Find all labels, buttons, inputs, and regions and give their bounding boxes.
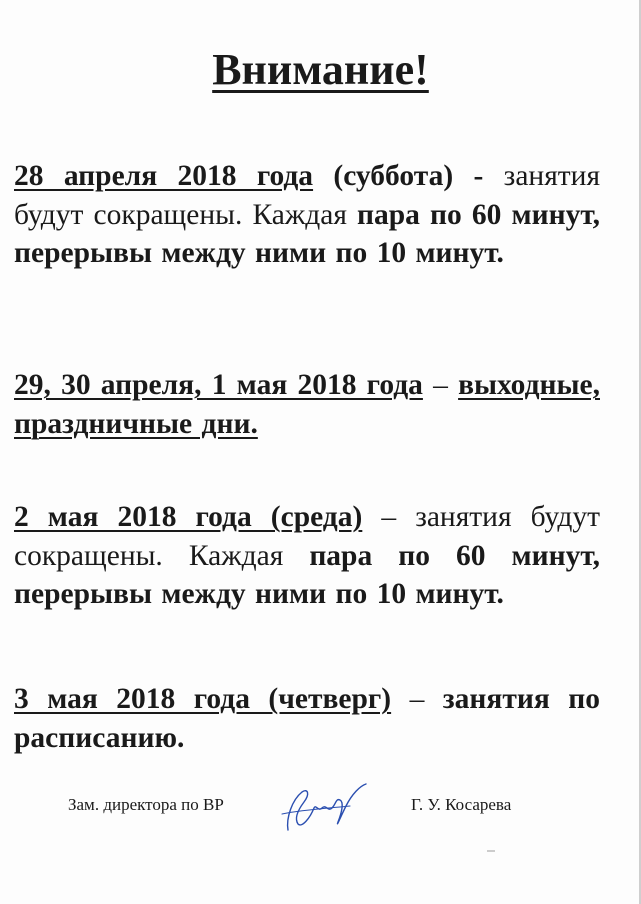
- notice-holidays: [14, 366, 600, 443]
- notice2-date: 29, 30 апреля, 1 мая 2018 года: [14, 369, 423, 401]
- notice4-text: занятия по расписанию.: [14, 683, 601, 754]
- notice4-dash: –: [409, 683, 425, 715]
- notice-may-2: [14, 498, 600, 614]
- notice2-dash: –: [433, 369, 448, 401]
- notice3-text: занятия будут сокращены. Каждая: [14, 501, 601, 572]
- notice-april-28: [14, 157, 600, 273]
- notice1-date: 28 апреля 2018 года: [14, 160, 314, 192]
- notice1-text: занятия будут сокращены. Каждая: [14, 160, 601, 231]
- notice2-text: выходные, праздничные дни.: [14, 369, 600, 440]
- title-text: Внимание!: [212, 45, 429, 94]
- notice1-dash: -: [473, 160, 484, 192]
- signer-role: Зам. директора по ВР: [68, 795, 224, 814]
- handwritten-signature: [280, 778, 375, 838]
- notice-may-3: [14, 680, 600, 757]
- signer-name: Г. У. Косарева: [411, 795, 512, 814]
- notice4-date: 3 мая 2018 года (четверг): [14, 683, 392, 715]
- notice-title: [0, 40, 641, 100]
- notice3-bold-text: пара по 60 минут, перерывы между ними по 10 минут.: [14, 539, 601, 610]
- scan-speck: [487, 850, 495, 852]
- notice1-day: (суббота): [333, 160, 454, 192]
- notice1-bold-text: пара по 60 минут, перерывы между ними по 10 минут.: [14, 198, 601, 269]
- notice3-date: 2 мая 2018 года (среда): [14, 501, 363, 533]
- notice3-dash: –: [381, 501, 397, 533]
